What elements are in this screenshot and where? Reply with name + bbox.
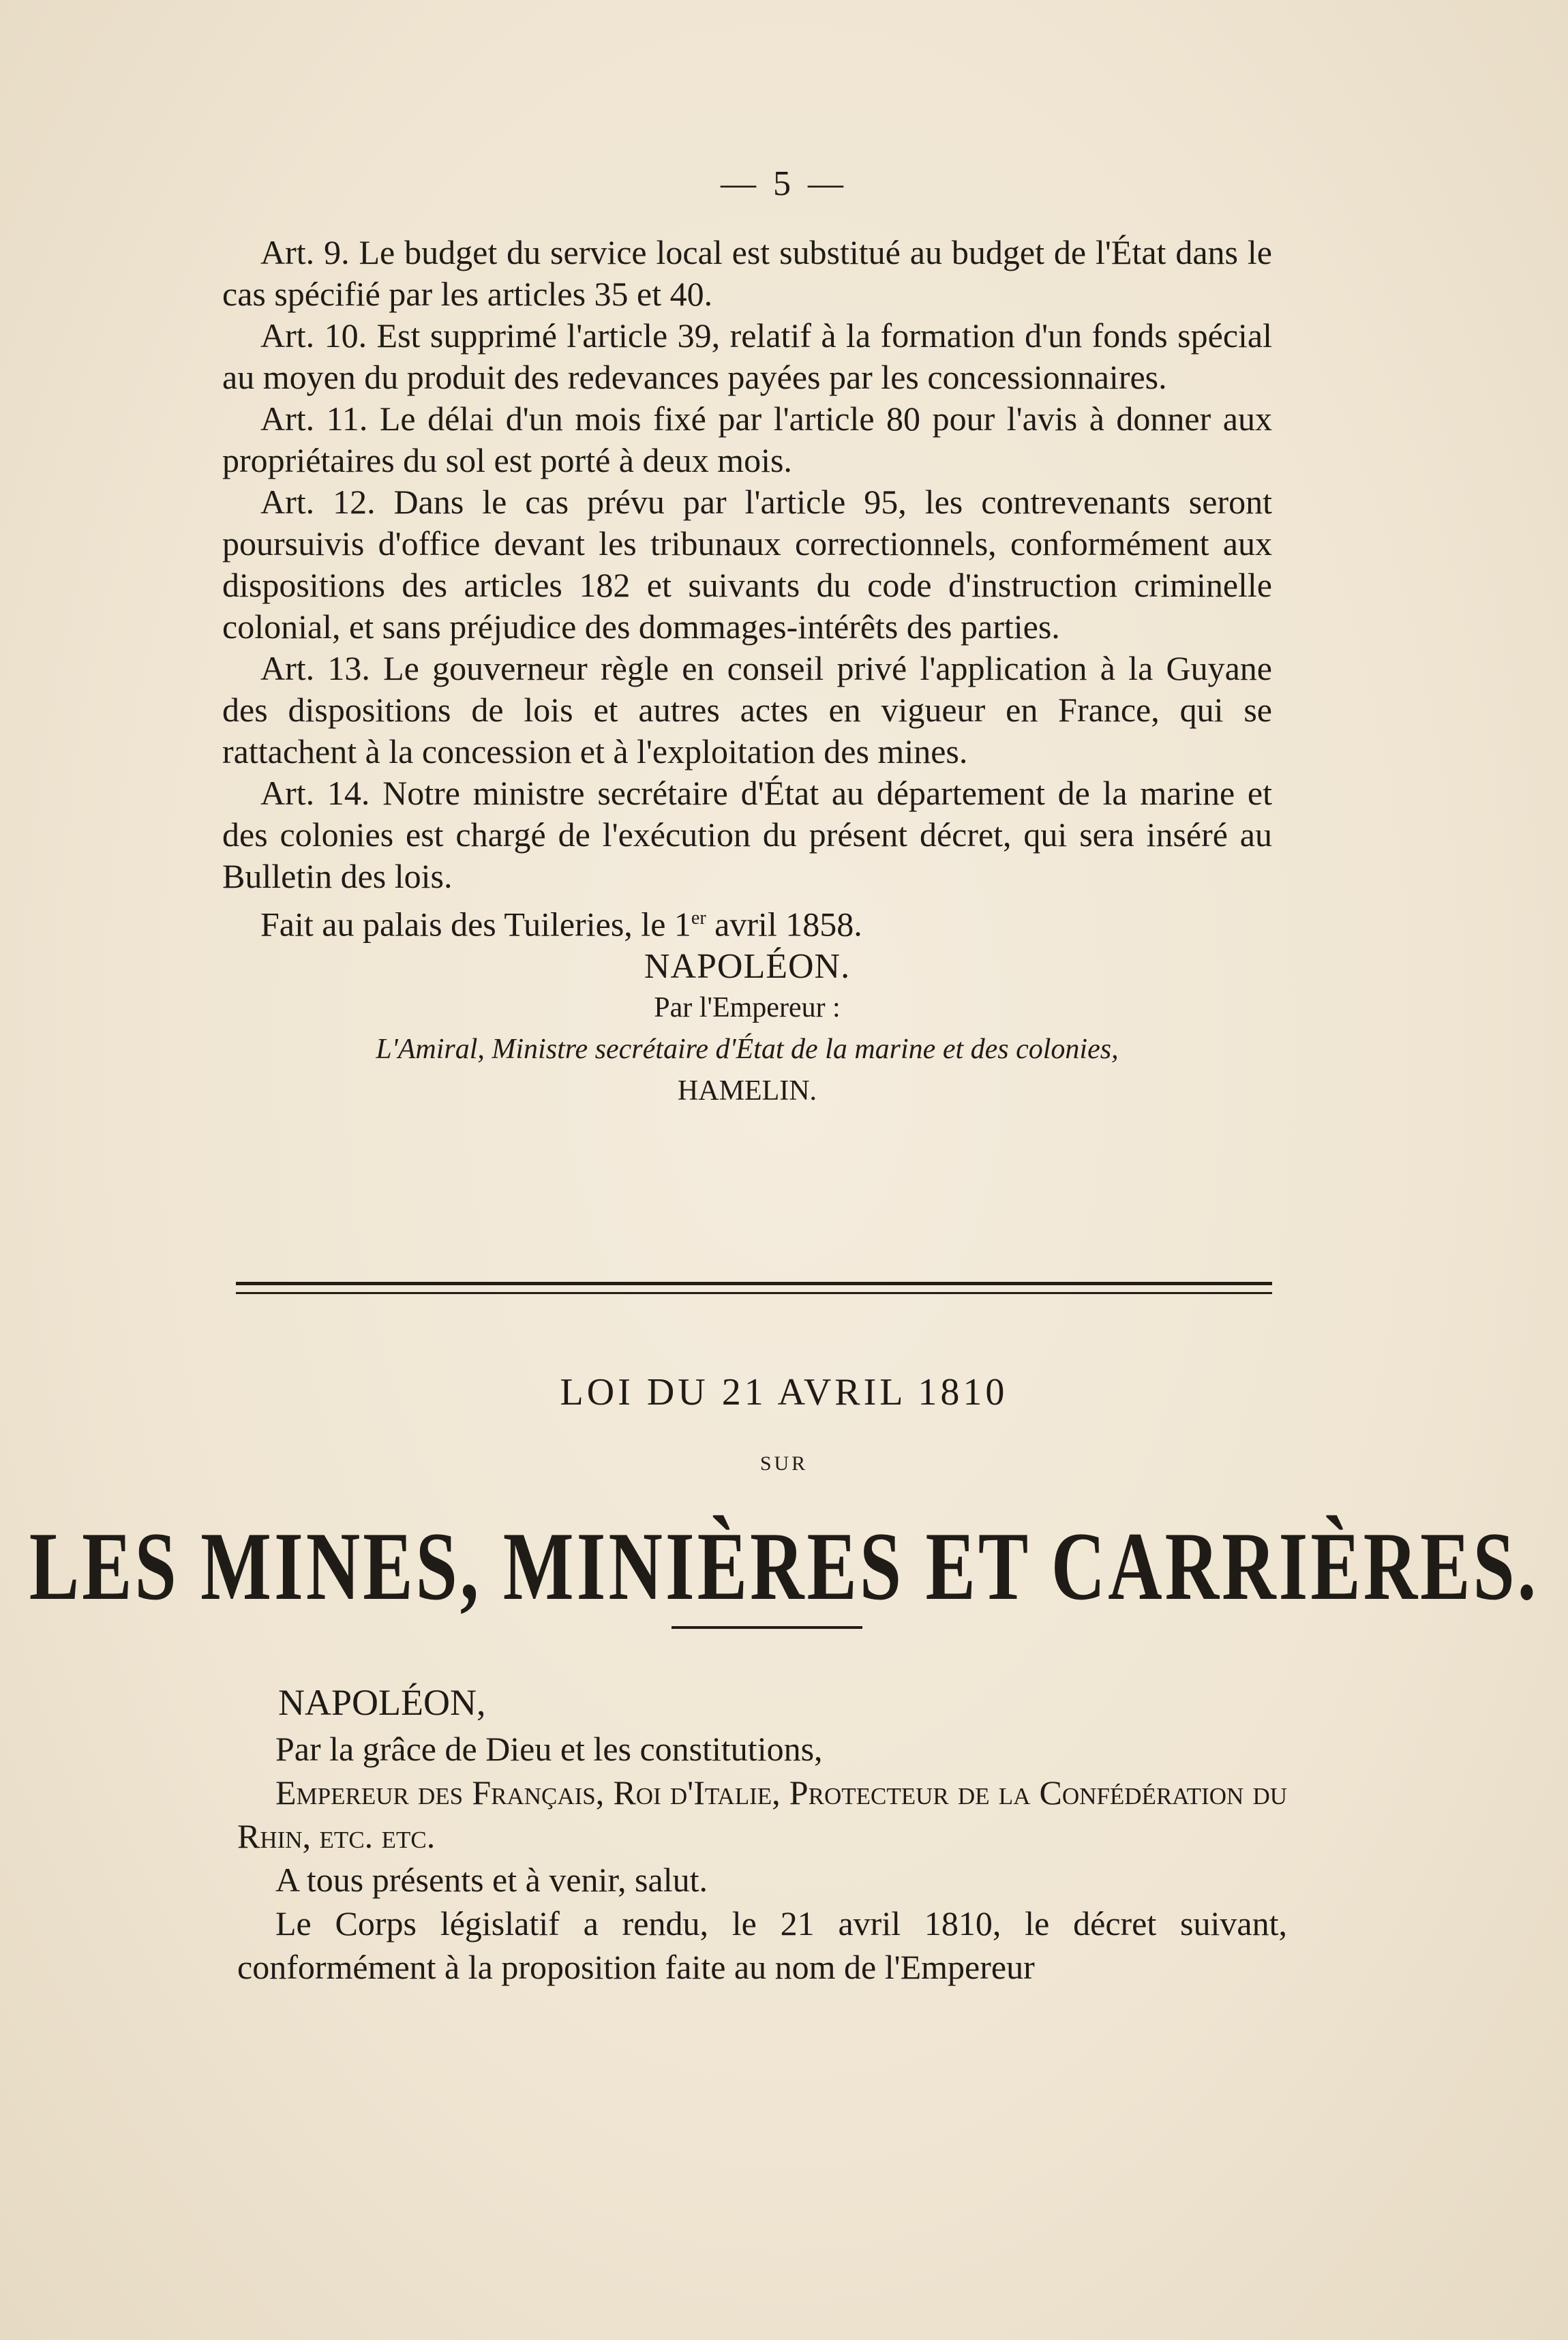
article-13: Art. 13. Le gouverneur règle en conseil privé l'application à la Guyane des dispositions de lois et autres actes en vigueur en France, qui se rattachent à la concession et à l'exploitation des mines. xyxy=(222,649,1272,770)
article-10: Art. 10. Est supprimé l'article 39, relatif à la formation d'un fonds spécial au moyen du produit des redevances payées par les concessionnaires. xyxy=(222,316,1272,396)
signature-napoleon: NAPOLÉON. xyxy=(644,946,851,986)
dated-line-text: Fait au palais des Tuileries, le 1 xyxy=(260,905,691,944)
decree-articles xyxy=(222,232,1272,1112)
page-number: — 5 — xyxy=(721,164,847,203)
title-underline xyxy=(672,1626,862,1629)
article-9: Art. 9. Le budget du service local est substitué au budget de l'État dans le cas spécifié par les articles 35 et 40. xyxy=(222,233,1272,313)
article-12: Art. 12. Dans le cas prévu par l'article 95, les contrevenants seront poursuivis d'office devant les tribunaux correctionnels, conformément aux dispositions des articles 182 et suivants du code d'instruction criminelle colonial, et sans préjudice des dommages-intérêts des parties. xyxy=(222,483,1272,646)
law-sur: SUR xyxy=(759,1452,809,1475)
dated-line-year: avril 1858. xyxy=(706,905,862,944)
preamble-titles: Empereur des Français, Roi d'Italie, Protecteur de la Confédération du Rhin, etc. etc. xyxy=(237,1773,1287,1855)
preamble-salut: A tous présents et à venir, salut. xyxy=(275,1861,708,1899)
minister-title: L'Amiral, Ministre secrétaire d'État de la marine et des colonies, xyxy=(376,1033,1119,1065)
law-title: LOI DU 21 AVRIL 1810 xyxy=(560,1371,1008,1413)
preamble-grace: Par la grâce de Dieu et les constitutions, xyxy=(275,1730,823,1768)
preamble-corps: Le Corps législatif a rendu, le 21 avril 1810, le décret suivant, conformément à la proposition faite au nom de l'Empereur xyxy=(237,1904,1287,1986)
preamble-napoleon: NAPOLÉON, xyxy=(278,1682,486,1723)
dated-line-superscript: er xyxy=(691,907,706,929)
law-main-title: LES MINES, MINIÈRES ET CARRIÈRES. xyxy=(29,1512,1539,1621)
article-14: Art. 14. Notre ministre secrétaire d'État au département de la marine et des colonies est chargé de l'exécution du présent décret, qui sera inséré au Bulletin des lois. xyxy=(222,774,1272,895)
signature-par-empereur: Par l'Empereur : xyxy=(654,991,841,1023)
law-preamble xyxy=(237,1681,1287,1989)
minister-name: HAMELIN. xyxy=(677,1075,817,1107)
dated-line xyxy=(222,897,1272,946)
section-divider xyxy=(236,1282,1272,1294)
article-11: Art. 11. Le délai d'un mois fixé par l'article 80 pour l'avis à donner aux propriétaires du sol est porté à deux mois. xyxy=(222,400,1272,479)
